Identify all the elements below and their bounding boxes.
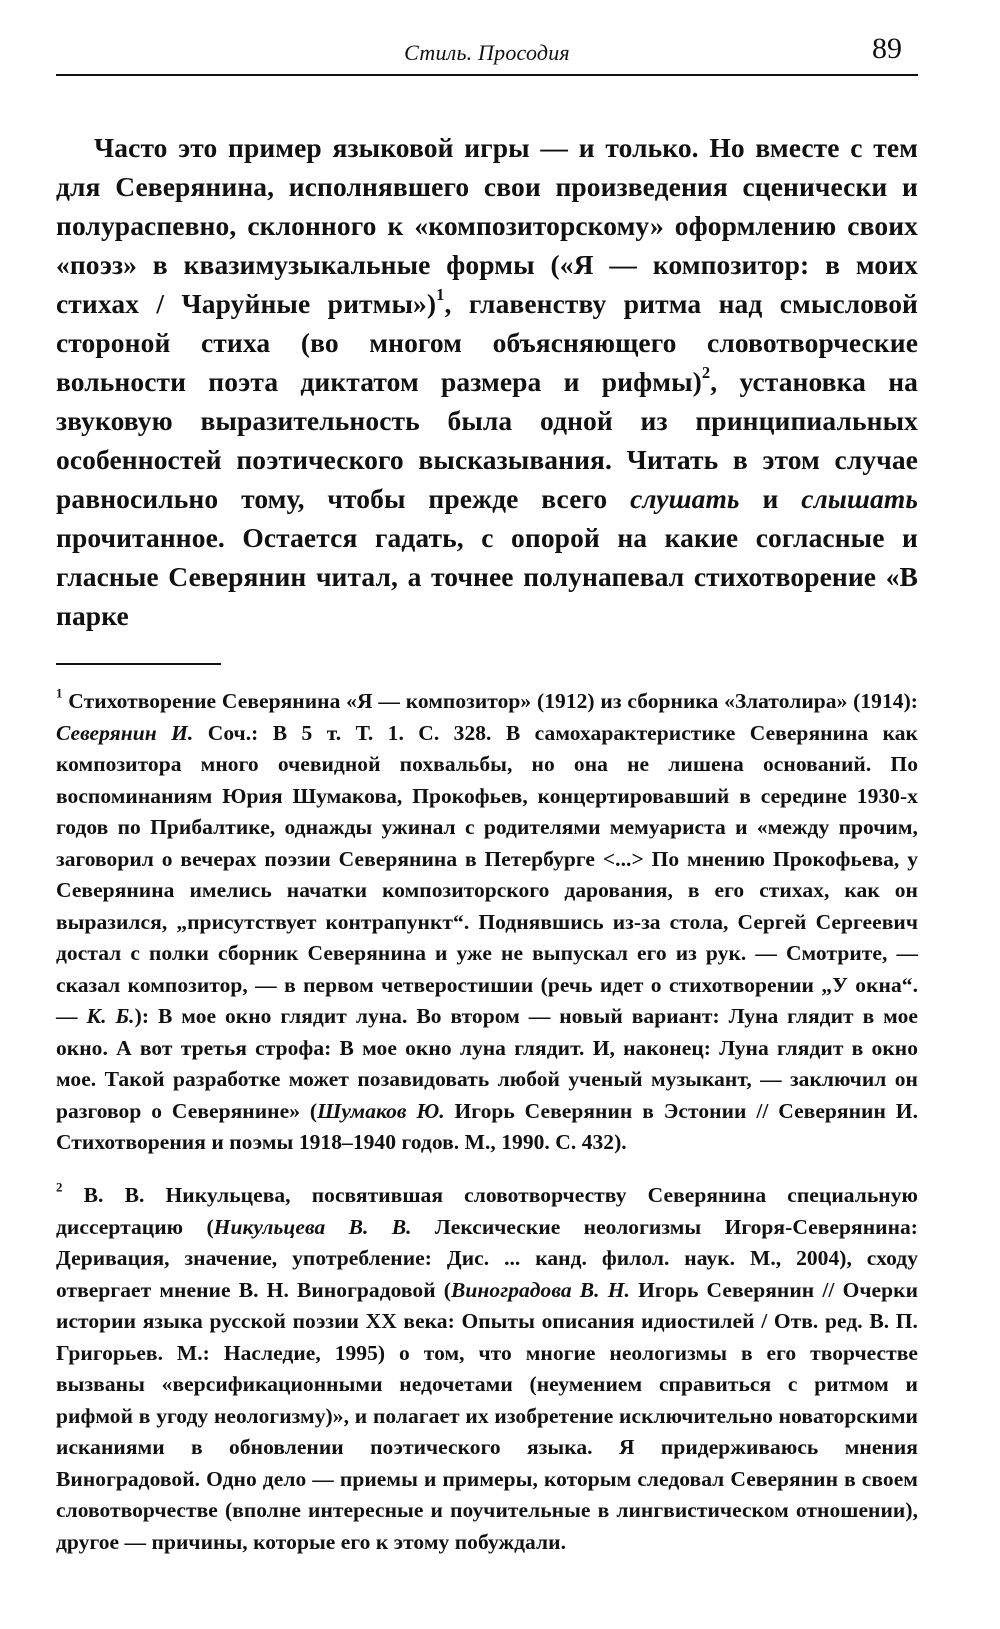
footnote-number: 2 xyxy=(56,1180,63,1195)
paragraph-text: прочитанное. Остается гадать, с опорой на какие согласные и гласные Северянин читал, а точнее полунапевал стихотворение «В парке xyxy=(56,522,918,631)
footnote-text: Лексические неологизмы Игоря-Северянина: Деривация, значение, употребление: Дис. ... канд. филол. наук. М., 2004), сходу отвергает мнение В. Н. Виноградовой ( xyxy=(56,1214,919,1302)
running-title: Стиль. Просодия xyxy=(404,40,570,65)
footnote-reference-1: 1 xyxy=(436,284,445,304)
footnote-separator xyxy=(56,663,221,665)
footnote-text: ): В мое окно глядит луна. Во втором — новый вариант: Луна глядит в мое окно. А вот третья строфа: В мое окно луна глядит. И, наконец: Луна глядит в окно мое. Такой разработке может позавидовать любой ученый музыкант, — заключил он разговор о Северянине» ( xyxy=(56,1004,918,1123)
emphasis-hear: слышать xyxy=(801,483,918,514)
footnote-number: 1 xyxy=(56,686,63,701)
main-paragraph xyxy=(56,128,918,635)
paragraph-text: , установка на звуковую выразительность была одной из принципиальных особенностей поэтического высказывания. Читать в этом случае равносильно тому, чтобы прежде всего xyxy=(56,366,919,514)
emphasis-listen: слушать xyxy=(630,483,740,514)
footnote-text: Игорь Северянин в Эстонии // Северянин И. Стихотворения и поэмы 1918–1940 годов. М., 1990. С. 432). xyxy=(56,1098,919,1154)
footnote-text: Соч.: В 5 т. Т. 1. С. 328. В самохарактеристике Северянина как композитора много очевидной похвальбы, но она не лишена оснований. По воспоминаниям Юрия Шумакова, Прокофьев, концертировавший в середине 1930-х годов по Прибалтике, однажды ужинал с родителями мемуариста и «между прочим, заговорил о вечерах поэзии Северянина в Петербурге <...> По мнению Прокофьева, у Северянина имелись начатки композиторского дарования, в его стихах, как он выразился, „присутствует контрапункт“. Поднявшись из-за стола, Сергей Сергеевич достал с полки сборник Северянина и уже не выпускал его из рук. — Смотрите, — сказал композитор, — в первом четверостишии (речь идет о стихотворении „У окна“. — xyxy=(56,720,918,1028)
footnote-2 xyxy=(56,1180,918,1558)
footnote-author: Северянин И. xyxy=(56,720,194,745)
footnote-author: Виноградова В. Н. xyxy=(451,1277,630,1302)
footnote-author: Шумаков Ю. xyxy=(317,1098,445,1123)
footnote-reference-2: 2 xyxy=(701,362,711,382)
footnote-text: Стихотворение Северянина «Я — композитор» (1912) из сборника «Златолира» (1914): xyxy=(62,689,918,713)
page-number: 89 xyxy=(872,32,902,65)
footnote-initials: К. Б. xyxy=(86,1004,135,1028)
footnote-author: Никульцева В. В. xyxy=(213,1214,412,1239)
footnote-text: Игорь Северянин // Очерки истории языка русской поэзии XX века: Опыты описания идиостилей / Отв. ред. В. П. Григорьев. М.: Наследие, 1995) о том, что многие неологизмы в его творчестве вызваны «версификационными недочетами (неумением справиться с ритмом и рифмой в угоду неологизму)», и полагает их изобретение исключительно новаторскими исканиями в обновлении поэтического языка. Я придерживаюсь мнения Виноградовой. Одно дело — приемы и примеры, которым следовал Северянин в своем словотворчестве (вполне интересные и поучительные в лингвистическом отношении), другое — причины, которые его к этому побуждали. xyxy=(56,1277,919,1554)
footnote-1 xyxy=(56,686,918,1159)
paragraph-text: Часто это пример языковой игры — и только. Но вместе с тем для Северянина, исполнявшего свои произведения сценически и полураспевно, склонного к «композиторскому» оформлению своих «поэз» в квазимузыкальные формы («Я — композитор: в моих стихах / Чаруйные ритмы») xyxy=(56,132,918,319)
page-header xyxy=(56,24,918,76)
footnote-text: В. В. Никульцева, посвятившая словотворчеству Северянина специальную диссертацию ( xyxy=(56,1183,918,1239)
book-page xyxy=(56,24,918,1614)
paragraph-text: и xyxy=(739,483,802,514)
paragraph-text: , главенству ритма над смысловой стороной стиха (во многом объясняющего словотворческие вольности поэта диктатом размера и рифмы) xyxy=(56,288,919,397)
